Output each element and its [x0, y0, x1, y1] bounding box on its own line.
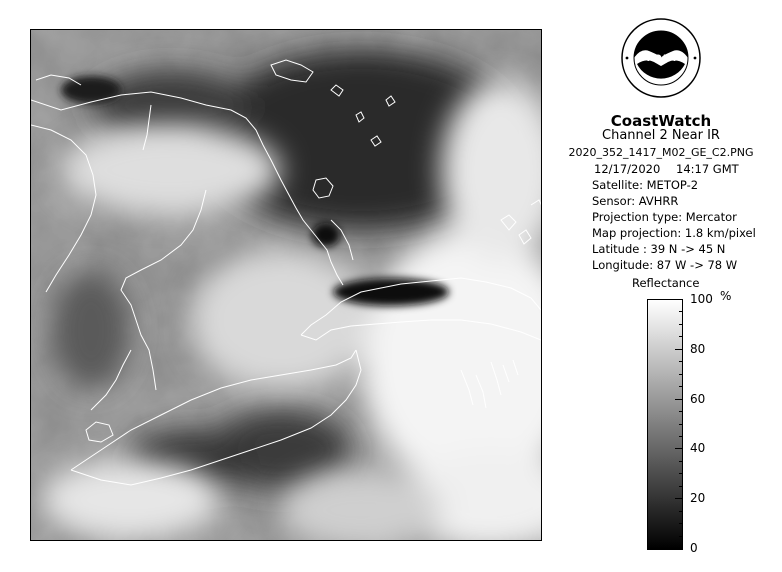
- latitude-label: Latitude : 39 N -> 45 N: [592, 242, 726, 256]
- colorbar-tick-label: 40: [690, 441, 706, 455]
- colorbar-tick: [675, 299, 683, 300]
- colorbar-tick: [679, 473, 683, 474]
- colorbar-tick: [675, 399, 683, 400]
- colorbar-title: Reflectance: [632, 276, 700, 290]
- colorbar-tick: [675, 498, 683, 499]
- image-filename: 2020_352_1417_M02_GE_C2.PNG: [568, 146, 754, 159]
- brand-title: CoastWatch: [610, 112, 712, 130]
- product-name: Channel 2 Near IR: [602, 128, 720, 143]
- svg-text:NOAA: NOAA: [646, 54, 676, 64]
- colorbar-tick-label: 20: [690, 491, 706, 505]
- noaa-logo-icon: [621, 18, 701, 98]
- projection-type-label: Projection type: Mercator: [592, 210, 737, 224]
- noaa-logo: [621, 18, 701, 98]
- colorbar-tick: [675, 448, 683, 449]
- colorbar-unit: %: [720, 289, 732, 303]
- colorbar-tick: [679, 374, 683, 375]
- colorbar-tick: [679, 311, 683, 312]
- acquisition-date: 12/17/2020: [594, 162, 661, 176]
- colorbar-tick: [679, 424, 683, 425]
- colorbar-tick: [679, 486, 683, 487]
- colorbar-tick: [679, 336, 683, 337]
- acquisition-time: 14:17 GMT: [676, 162, 739, 176]
- colorbar-tick: [679, 324, 683, 325]
- sensor-label: Sensor: AVHRR: [592, 194, 679, 208]
- colorbar-tick: [679, 361, 683, 362]
- colorbar-tick-label: 0: [690, 541, 698, 555]
- colorbar-tick: [679, 436, 683, 437]
- reflectance-colorbar: [647, 299, 683, 550]
- colorbar-tick-label: 60: [690, 392, 706, 406]
- colorbar-tick: [679, 536, 683, 537]
- satellite-image-panel[interactable]: [30, 29, 542, 541]
- colorbar-tick: [679, 461, 683, 462]
- satellite-label: Satellite: METOP-2: [592, 178, 699, 192]
- colorbar-tick: [679, 511, 683, 512]
- colorbar-tick: [679, 411, 683, 412]
- colorbar-tick: [675, 349, 683, 350]
- satellite-map: [31, 30, 542, 541]
- colorbar-tick-label: 80: [690, 342, 706, 356]
- longitude-label: Longitude: 87 W -> 78 W: [592, 258, 738, 272]
- colorbar-tick-label: 100: [690, 292, 713, 306]
- colorbar-tick: [675, 548, 683, 549]
- colorbar-tick: [679, 523, 683, 524]
- colorbar-tick: [679, 386, 683, 387]
- map-projection-label: Map projection: 1.8 km/pixel: [592, 226, 756, 240]
